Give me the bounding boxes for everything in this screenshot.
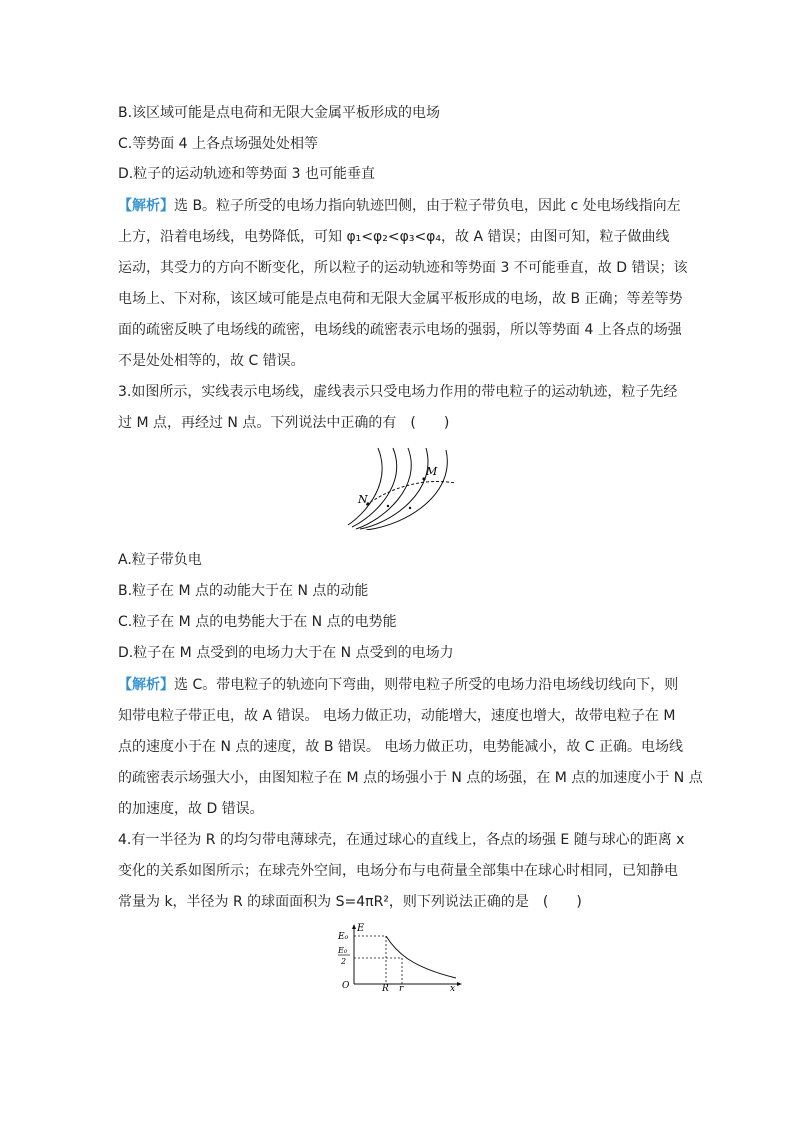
x-axis-arrow <box>457 982 462 986</box>
label-x: x <box>450 984 456 992</box>
q3-stem-line-2: 过 M 点，再经过 N 点。下列说法中正确的有 ( ) <box>118 415 450 431</box>
field-dot <box>387 505 389 507</box>
q4-stem-line-2: 变化的关系如图所示；在球壳外空间，电场分布与电荷量全部集中在球心时相同，已知静电 <box>118 863 678 879</box>
field-line <box>356 448 411 529</box>
q3-option-c: C.粒子在 M 点的电势能大于在 N 点的电势能 <box>118 614 397 630</box>
q2-analysis-line-6: 不是处处相等的，故 C 错误。 <box>118 353 305 369</box>
label-e0: E₀ <box>338 932 349 942</box>
y-axis-arrow <box>352 924 356 929</box>
label-e: E <box>357 923 365 934</box>
field-lines-diagram <box>338 445 468 530</box>
label-n: N <box>358 493 368 506</box>
q2-analysis-line-5: 面的疏密反映了电场线的疏密，电场线的疏密表示电场的强弱，所以等势面 4 上各点的场强 <box>118 322 682 338</box>
field-line <box>352 448 397 527</box>
label-half-den: 2 <box>341 957 347 966</box>
q3-stem-line-1: 3.如图所示，实线表示电场线，虚线表示只受电场力作用的带电粒子的运动轨迹，粒子先经 <box>118 384 678 400</box>
q3-field-figure <box>338 445 468 530</box>
label-m: M <box>426 465 438 478</box>
q4-e-x-graph <box>336 922 466 992</box>
q2-option-c: C.等势面 4 上各点场强处处相等 <box>118 136 319 152</box>
q2-option-b: B.该区域可能是点电荷和无限大金属平板形成的电场 <box>118 105 441 121</box>
q3-option-a: A.粒子带负电 <box>118 552 202 568</box>
q3-analysis-line-2: 知带电粒子带正电，故 A 错误。 电场力做正功，动能增大，速度也增大，故带电粒子在 M <box>118 708 676 724</box>
q2-analysis-line-1: 【解析】选 B。粒子所受的电场力指向轨迹凹侧，由于粒子带负电，因此 c 处电场线指向左 <box>118 198 681 214</box>
q2-analysis-line-2: 上方，沿着电场线，电势降低，可知 φ₁<φ₂<φ₃<φ₄，故 A 错误；由图可知，粒子做曲线 <box>118 229 670 245</box>
field-dot <box>409 507 411 509</box>
q3-option-b: B.粒子在 M 点的动能大于在 N 点的动能 <box>118 583 369 599</box>
q3-option-d: D.粒子在 M 点受到的电场力大于在 N 点受到的电场力 <box>118 645 454 661</box>
q2-analysis-line-3: 运动，其受力的方向不断变化，所以粒子的运动轨迹和等势面 3 不可能垂直，故 D 错误；该 <box>118 260 688 276</box>
q3-analysis-line-3: 点的速度小于在 N 点的速度，故 B 错误。 电场力做正功，电势能减小，故 C 正确。电场线 <box>118 739 684 755</box>
q3-analysis-line-4: 的疏密表示场强大小，由图知粒子在 M 点的场强小于 N 点的场强，在 M 点的加速度小于 N 点 <box>118 770 703 786</box>
q4-stem-line-1: 4.有一半径为 R 的均匀带电薄球壳，在通过球心的直线上，各点的场强 E 随与球心的距离 x <box>118 832 685 848</box>
field-line <box>360 448 428 529</box>
analysis-tag: 【解析】 <box>118 677 174 693</box>
label-r-small: r <box>399 984 404 992</box>
q4-stem-line-3: 常量为 k，半径为 R 的球面面积为 S=4πR²，则下列说法正确的是 ( ) <box>118 894 582 910</box>
e-x-graph-svg <box>336 922 466 992</box>
field-line <box>348 448 382 525</box>
q2-analysis-line-4: 电场上、下对称，该区域可能是点电荷和无限大金属平板形成的电场，故 B 正确；等差等势 <box>118 291 683 307</box>
q2-option-d: D.粒子的运动轨迹和等势面 3 也可能垂直 <box>118 166 376 182</box>
e-curve <box>386 936 456 978</box>
q3-analysis-line-1: 【解析】选 C。带电粒子的轨迹向下弯曲，则带电粒子所受的电场力沿电场线切线向下，则 <box>118 677 679 693</box>
label-r-big: R <box>382 984 389 992</box>
q3-analysis-line-5: 的加速度，故 D 错误。 <box>118 801 264 817</box>
analysis-tag: 【解析】 <box>118 198 174 214</box>
label-origin: O <box>342 981 350 991</box>
label-half-num: E₀ <box>338 946 348 955</box>
